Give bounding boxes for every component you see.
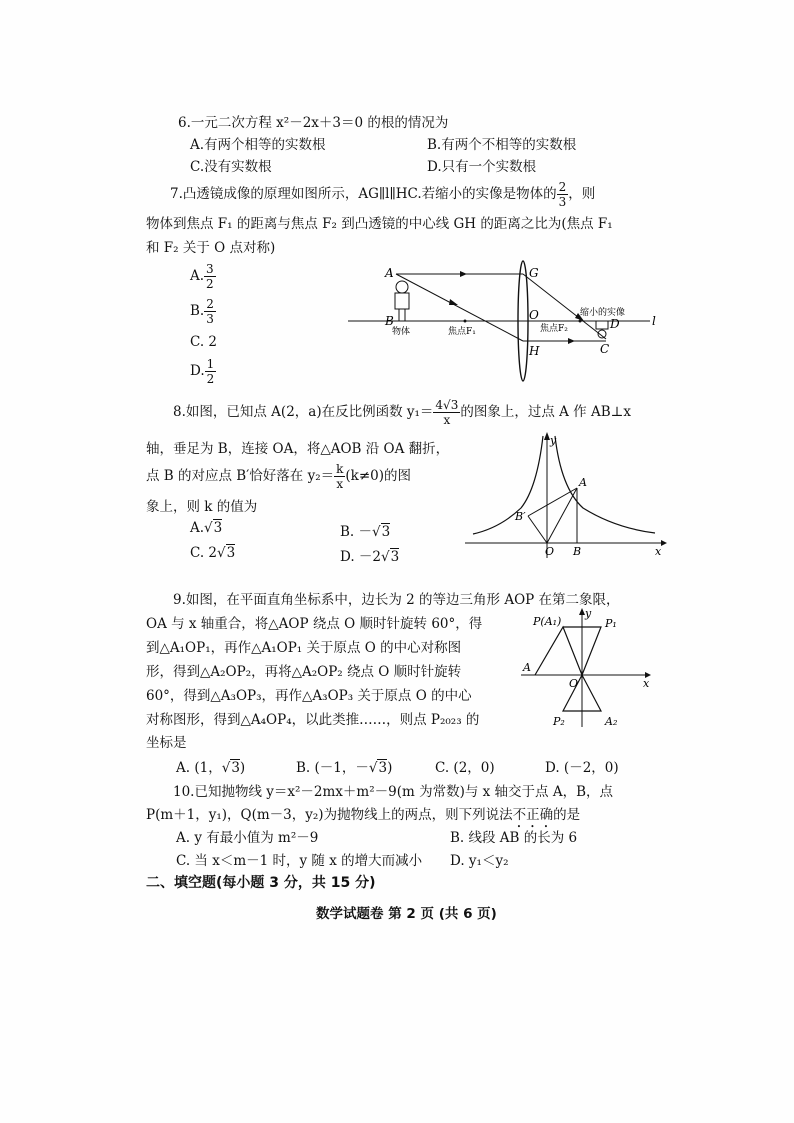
q8-option-d: D. －2√3 bbox=[340, 549, 400, 565]
q7-option-b: B. $\frac{2}{3}$ bbox=[190, 297, 214, 326]
curve-y1 bbox=[555, 436, 655, 533]
ray-arrow bbox=[568, 338, 575, 344]
label-x: x bbox=[643, 677, 650, 690]
label-a: A bbox=[579, 476, 587, 489]
q6-option-a: A.有两个相等的实数根 bbox=[190, 137, 326, 153]
q9-option-d: D. (－2，0) bbox=[545, 760, 619, 776]
focus-f1-dot bbox=[464, 320, 467, 323]
label-h: H bbox=[529, 344, 540, 358]
label-a: A bbox=[523, 661, 531, 674]
q8-hyperbola-figure bbox=[465, 428, 675, 560]
label-b-prime: B′ bbox=[515, 510, 526, 523]
q9-option-a: A. (1，√3) bbox=[176, 760, 246, 776]
q9-line7: 坐标是 bbox=[146, 735, 187, 751]
q6-stem: 6.一元二次方程 x²－2x＋3＝0 的根的情况为 bbox=[178, 115, 449, 131]
q8-line4: 象上，则 k 的值为 bbox=[146, 499, 258, 515]
label-focus-f2: 焦点F₂ bbox=[540, 324, 568, 334]
segment-ob-prime bbox=[528, 516, 547, 543]
label-image: 缩小的实像 bbox=[580, 308, 626, 318]
q8-y2-fraction: $\frac{k}{x}$ bbox=[336, 462, 344, 491]
label-b: B bbox=[385, 314, 394, 328]
q8-line3: 点 B 的对应点 B′恰好落在 y₂＝ $\frac{k}{x}$ (k≠0)的图 bbox=[146, 462, 412, 491]
q8-y1-fraction: $\frac{4√3}{x}$ bbox=[435, 398, 459, 427]
q8-line1: 8.如图，已知点 A(2，a)在反比例函数 y₁＝ $\frac{4√3}{x}$ 的图象上，过点 A 作 AB⊥x bbox=[173, 398, 631, 427]
q9-option-c: C. (2，0) bbox=[435, 760, 495, 776]
q9-triangles-figure bbox=[515, 605, 665, 730]
label-o: O bbox=[529, 308, 539, 322]
q7-line3: 和 F₂ 关于 O 点对称) bbox=[146, 240, 276, 256]
q9-line5: 60°，得到△A₃OP₃，再作△A₃OP₃ 关于原点 O 的中心 bbox=[146, 688, 472, 704]
q10-option-d: D. y₁＜y₂ bbox=[450, 853, 509, 869]
label-a: A bbox=[385, 266, 394, 280]
q10-line1: 10.已知抛物线 y＝x²－2mx＋m²－9(m 为常数)与 x 轴交于点 A，B，点 bbox=[173, 784, 614, 800]
ray-arrow bbox=[460, 271, 467, 277]
q6-option-d: D.只有一个实数根 bbox=[427, 159, 537, 175]
q7-option-d: D. $\frac{1}{2}$ bbox=[190, 357, 215, 386]
label-y: y bbox=[585, 607, 592, 620]
label-d: D bbox=[610, 317, 620, 331]
label-l: l bbox=[652, 314, 656, 328]
label-a2: A₂ bbox=[605, 715, 618, 728]
q6-option-b: B.有两个不相等的实数根 bbox=[427, 137, 577, 153]
q8-option-a: A.√3 bbox=[190, 520, 223, 536]
ray-arrow bbox=[449, 299, 458, 305]
label-c: C bbox=[600, 342, 610, 356]
q9-line6: 对称图形，得到△A₄OP₄，以此类推……，则点 P₂₀₂₃ 的 bbox=[146, 712, 480, 728]
label-p-a1: P(A₁) bbox=[533, 615, 562, 628]
focus-f2-dot bbox=[579, 320, 582, 323]
label-b: B bbox=[573, 545, 582, 558]
label-p1: P₁ bbox=[605, 617, 617, 630]
x-axis-arrow bbox=[661, 540, 667, 546]
q10-option-c: C. 当 x＜m－1 时，y 随 x 的增大而减小 bbox=[176, 853, 423, 869]
q9-line1: 9.如图，在平面直角坐标系中，边长为 2 的等边三角形 AOP 在第二象限， bbox=[173, 592, 620, 608]
q10-emphasis-not-correct: 不正确 bbox=[512, 807, 554, 823]
q10-option-a: A. y 有最小值为 m²－9 bbox=[176, 830, 319, 846]
label-g: G bbox=[529, 266, 539, 280]
q8-option-c: C. 2√3 bbox=[190, 545, 236, 561]
page-footer: 数学试题卷 第 2 页 (共 6 页) bbox=[316, 906, 497, 922]
q9-line2: OA 与 x 轴重合，将△AOP 绕点 O 顺时针旋转 60°，得 bbox=[146, 616, 483, 632]
q7-lens-figure bbox=[340, 255, 670, 387]
label-o: O bbox=[545, 545, 555, 558]
q9-line3: 到△A₁OP₁，再作△A₁OP₁ 关于原点 O 的中心对称图 bbox=[146, 640, 462, 656]
triangle-aop bbox=[535, 627, 582, 675]
label-x: x bbox=[655, 545, 662, 558]
q7-line1: 7.凸透镜成像的原理如图所示，AG∥l∥HC.若缩小的实像是物体的 $\frac{2}{3}$ ，则 bbox=[170, 180, 596, 209]
label-focus-f1: 焦点F₁ bbox=[448, 327, 476, 337]
label-y: y bbox=[550, 434, 557, 447]
q7-option-c: C. 2 bbox=[190, 334, 218, 350]
q7-option-a: A. $\frac{3}{2}$ bbox=[190, 262, 214, 291]
label-object: 物体 bbox=[392, 327, 411, 337]
q8-line2: 轴，垂足为 B，连接 OA，将△AOB 沿 OA 翻折， bbox=[146, 441, 450, 457]
q8-option-b: B. －√3 bbox=[340, 524, 391, 540]
q6-option-c: C.没有实数根 bbox=[190, 159, 272, 175]
q9-option-b: B. (－1，－√3) bbox=[296, 760, 393, 776]
label-p2: P₂ bbox=[553, 715, 565, 728]
section-title: 二、填空题(每小题 3 分，共 15 分) bbox=[146, 875, 376, 891]
q9-line4: 形，得到△A₂OP₂，再将△A₂OP₂ 绕点 O 顺时针旋转 bbox=[146, 664, 462, 680]
q7-line1-text: 7.凸透镜成像的原理如图所示，AG∥l∥HC.若缩小的实像是物体的 bbox=[170, 186, 557, 202]
q10-option-b: B. 线段 AB 的长为 6 bbox=[450, 830, 578, 846]
label-o: O bbox=[569, 677, 579, 690]
q7-ratio-fraction: $\frac{2}{3}$ bbox=[558, 180, 567, 209]
object-person-icon bbox=[395, 281, 409, 321]
q10-line2: P(m＋1，y₁)，Q(m－3，y₂)为抛物线上的两点，则下列说法不正确的是 bbox=[146, 807, 581, 823]
curve-y2 bbox=[473, 436, 543, 534]
q7-line2: 物体到焦点 F₁ 的距离与焦点 F₂ 到凸透镜的中心线 GH 的距离之比为(焦点 F₁ bbox=[146, 216, 613, 232]
